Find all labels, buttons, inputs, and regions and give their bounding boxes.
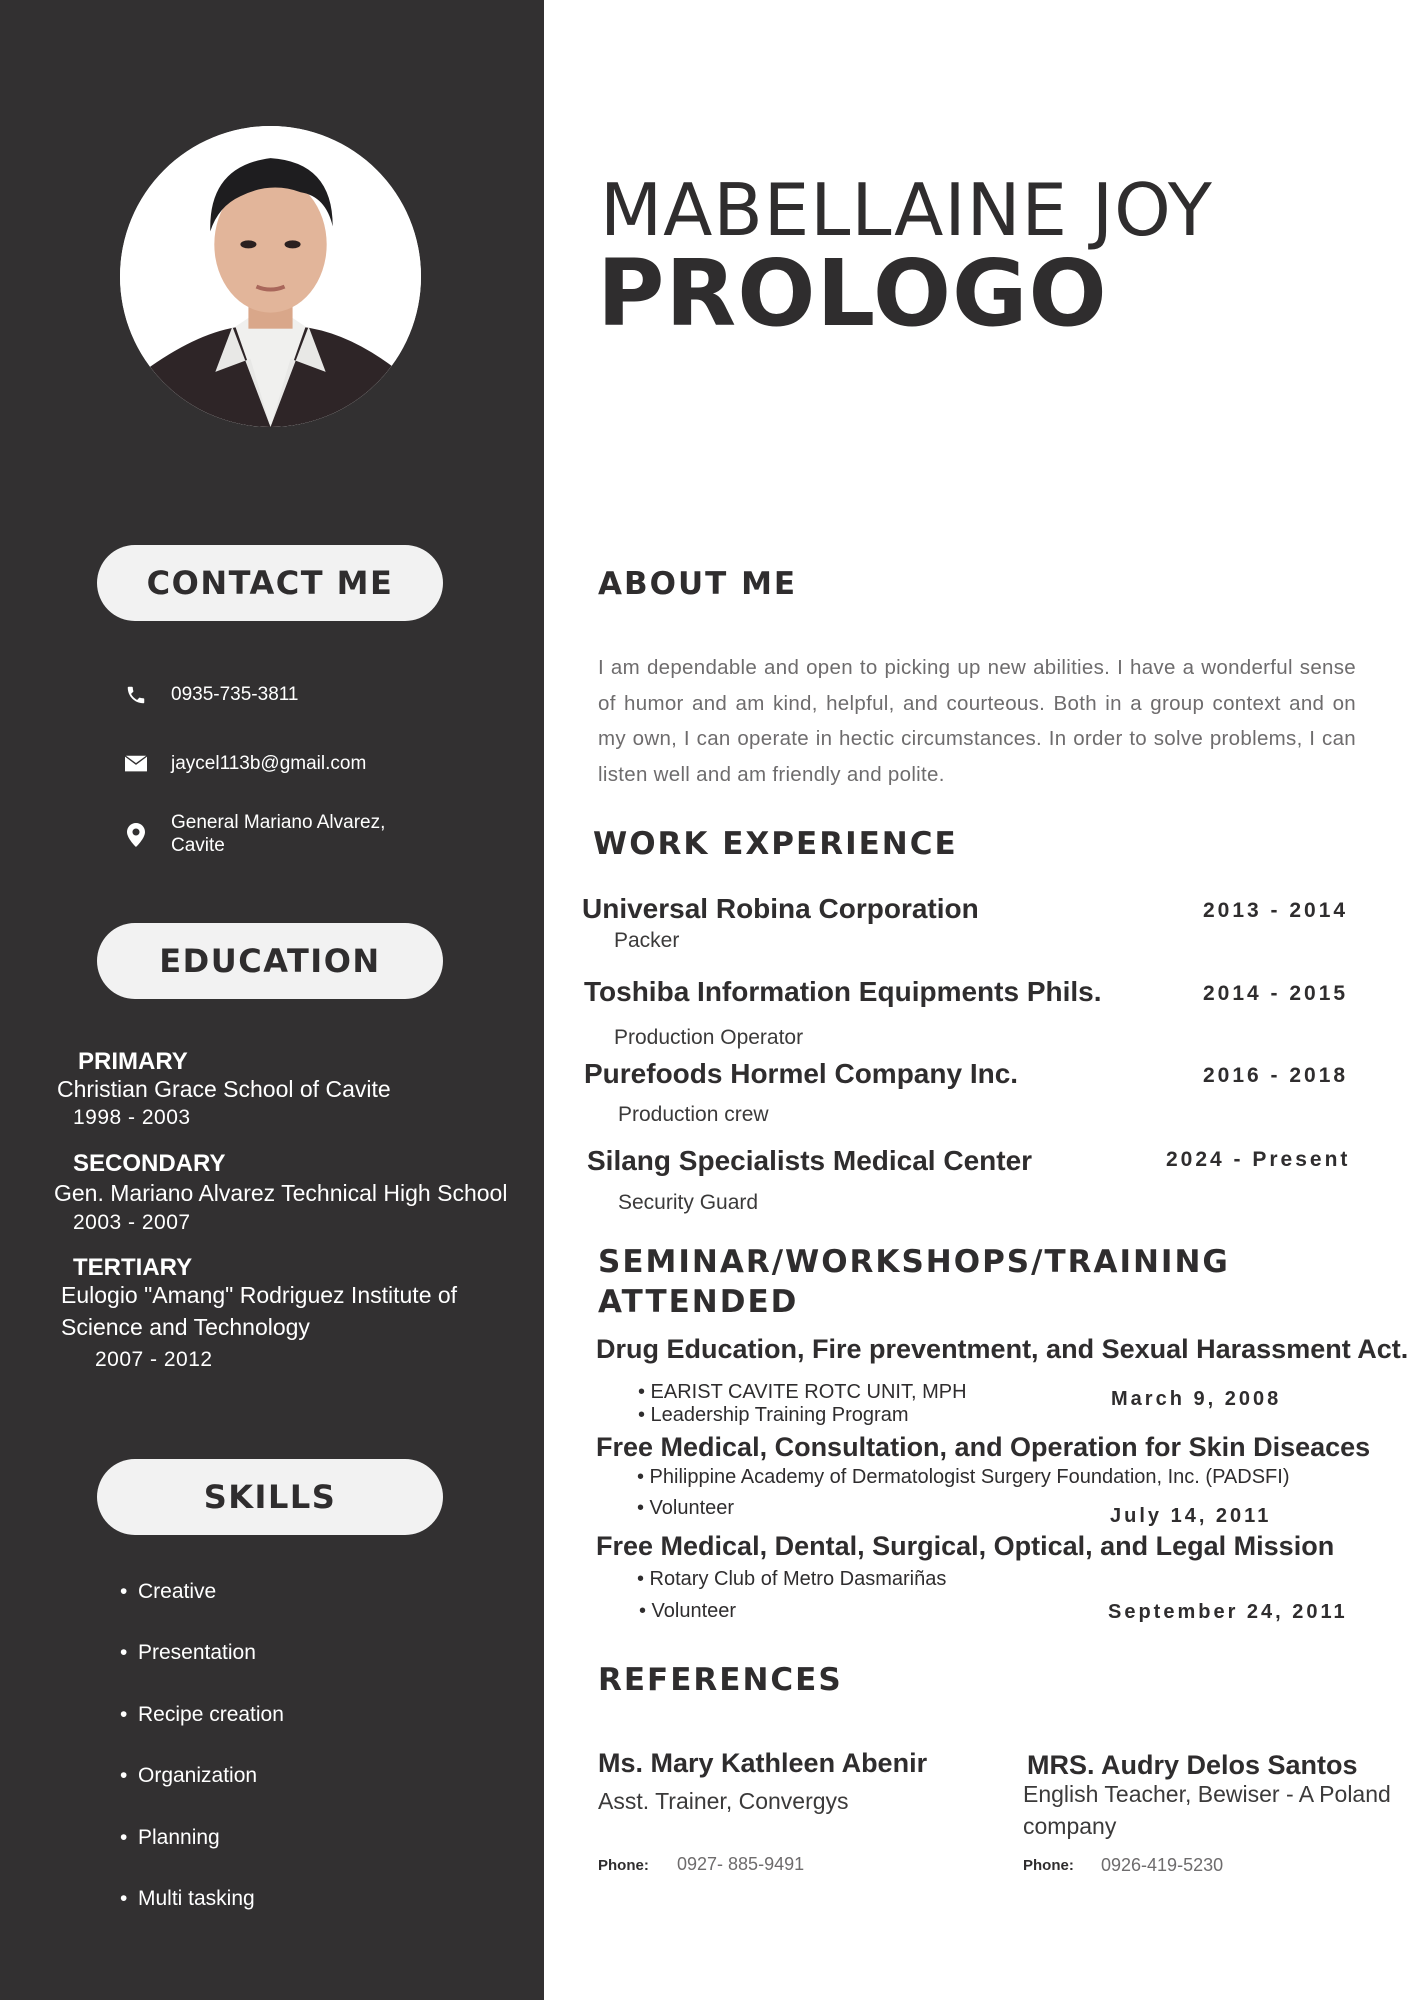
- job-years: 2024 - Present: [1166, 1148, 1351, 1171]
- name-first: MABELLAINE JOY: [600, 168, 1213, 252]
- seminar-bullet: • Volunteer: [639, 1600, 737, 1622]
- skill-item: • Organization: [138, 1764, 257, 1788]
- seminar-bullet: • Rotary Club of Metro Dasmariñas: [637, 1568, 947, 1590]
- job-role: Security Guard: [618, 1191, 759, 1214]
- phone-icon: [123, 682, 149, 708]
- edu-secondary-years: 2003 - 2007: [73, 1211, 191, 1234]
- seminar-bullet: • Volunteer: [637, 1497, 735, 1519]
- job-role: Packer: [614, 929, 680, 952]
- skill-item: • Presentation: [138, 1641, 256, 1665]
- contact-address-line2: Cavite: [171, 835, 225, 856]
- reference-phone-label: Phone:: [598, 1857, 649, 1874]
- seminar-bullet: • Philippine Academy of Dermatologist Surgery Foundation, Inc. (PADSFI): [637, 1466, 1290, 1488]
- seminar-title: Free Medical, Consultation, and Operation for Skin Diseaces: [596, 1432, 1371, 1462]
- seminar-title: Drug Education, Fire preventment, and Sexual Harassment Act.: [596, 1334, 1409, 1364]
- job-years: 2014 - 2015: [1203, 982, 1349, 1005]
- about-text: I am dependable and open to picking up new abilities. I have a wonderful sense of humor and am kind, helpful, and courteous. Both in a group context and on my own, I can operate in hectic circumstances. In order to solve problems, I can listen well and am friendly and polite.: [598, 656, 1356, 786]
- name-last: PROLOGO: [597, 240, 1108, 347]
- sidebar: [0, 0, 544, 2000]
- location-pin-icon: [123, 822, 149, 848]
- skills-heading: SKILLS: [203, 1478, 337, 1516]
- seminar-date: July 14, 2011: [1110, 1505, 1272, 1527]
- profile-photo-illustration: [120, 126, 421, 427]
- edu-tertiary-years: 2007 - 2012: [95, 1348, 213, 1371]
- reference-name: MRS. Audry Delos Santos: [1027, 1750, 1358, 1780]
- job-years: 2013 - 2014: [1203, 899, 1349, 922]
- skills-heading-pill: [97, 1459, 443, 1535]
- reference-position: English Teacher, Bewiser - A Poland company: [1023, 1781, 1391, 1839]
- edu-primary-school: Christian Grace School of Cavite: [57, 1076, 391, 1102]
- seminar-date: March 9, 2008: [1111, 1388, 1282, 1410]
- edu-secondary-school: Gen. Mariano Alvarez Technical High School: [54, 1180, 508, 1206]
- skill-item: • Creative: [138, 1580, 216, 1604]
- seminar-title: Free Medical, Dental, Surgical, Optical, and Legal Mission: [596, 1531, 1335, 1561]
- work-heading: WORK EXPERIENCE: [593, 826, 958, 862]
- skill-item: • Multi tasking: [138, 1887, 255, 1911]
- edu-primary-level: PRIMARY: [78, 1048, 188, 1075]
- job-years: 2016 - 2018: [1203, 1064, 1349, 1087]
- contact-heading-pill: [97, 545, 443, 621]
- seminar-heading-line1: SEMINAR/WORKSHOPS/TRAINING: [598, 1244, 1230, 1280]
- job-role: Production crew: [618, 1103, 769, 1126]
- job-role: Production Operator: [614, 1026, 804, 1049]
- job-company: Toshiba Information Equipments Phils.: [584, 976, 1102, 1007]
- reference-phone: 0927- 885-9491: [677, 1854, 805, 1874]
- references-heading: REFERENCES: [598, 1662, 843, 1698]
- reference-name: Ms. Mary Kathleen Abenir: [598, 1748, 928, 1778]
- job-company: Purefoods Hormel Company Inc.: [584, 1058, 1019, 1089]
- edu-tertiary-school-line2: Science and Technology: [61, 1314, 310, 1340]
- education-heading-pill: [97, 923, 443, 999]
- about-heading: ABOUT ME: [598, 566, 798, 602]
- profile-photo: [120, 126, 421, 427]
- seminar-bullet: • EARIST CAVITE ROTC UNIT, MPH: [638, 1381, 967, 1403]
- edu-tertiary-level: TERTIARY: [73, 1254, 193, 1281]
- skill-item: • Planning: [138, 1826, 220, 1850]
- education-heading: EDUCATION: [159, 942, 381, 980]
- contact-address-line1: General Mariano Alvarez,: [171, 812, 386, 833]
- edu-primary-years: 1998 - 2003: [73, 1106, 191, 1129]
- contact-phone: 0935-735-3811: [171, 684, 299, 705]
- skill-item: • Recipe creation: [138, 1703, 284, 1727]
- contact-email: jaycel113b@gmail.com: [171, 753, 367, 774]
- contact-heading: CONTACT ME: [146, 564, 394, 602]
- seminar-bullet: • Leadership Training Program: [638, 1404, 909, 1426]
- reference-position: Asst. Trainer, Convergys: [598, 1788, 849, 1814]
- edu-secondary-level: SECONDARY: [73, 1150, 226, 1177]
- seminar-heading-line2: ATTENDED: [598, 1284, 799, 1320]
- job-company: Silang Specialists Medical Center: [587, 1145, 1033, 1176]
- edu-tertiary-school-line1: Eulogio "Amang" Rodriguez Institute of: [61, 1282, 458, 1308]
- reference-phone: 0926-419-5230: [1101, 1855, 1224, 1875]
- mail-icon: [123, 751, 149, 777]
- job-company: Universal Robina Corporation: [582, 893, 979, 924]
- seminar-date: September 24, 2011: [1108, 1601, 1348, 1623]
- reference-phone-label: Phone:: [1023, 1857, 1074, 1874]
